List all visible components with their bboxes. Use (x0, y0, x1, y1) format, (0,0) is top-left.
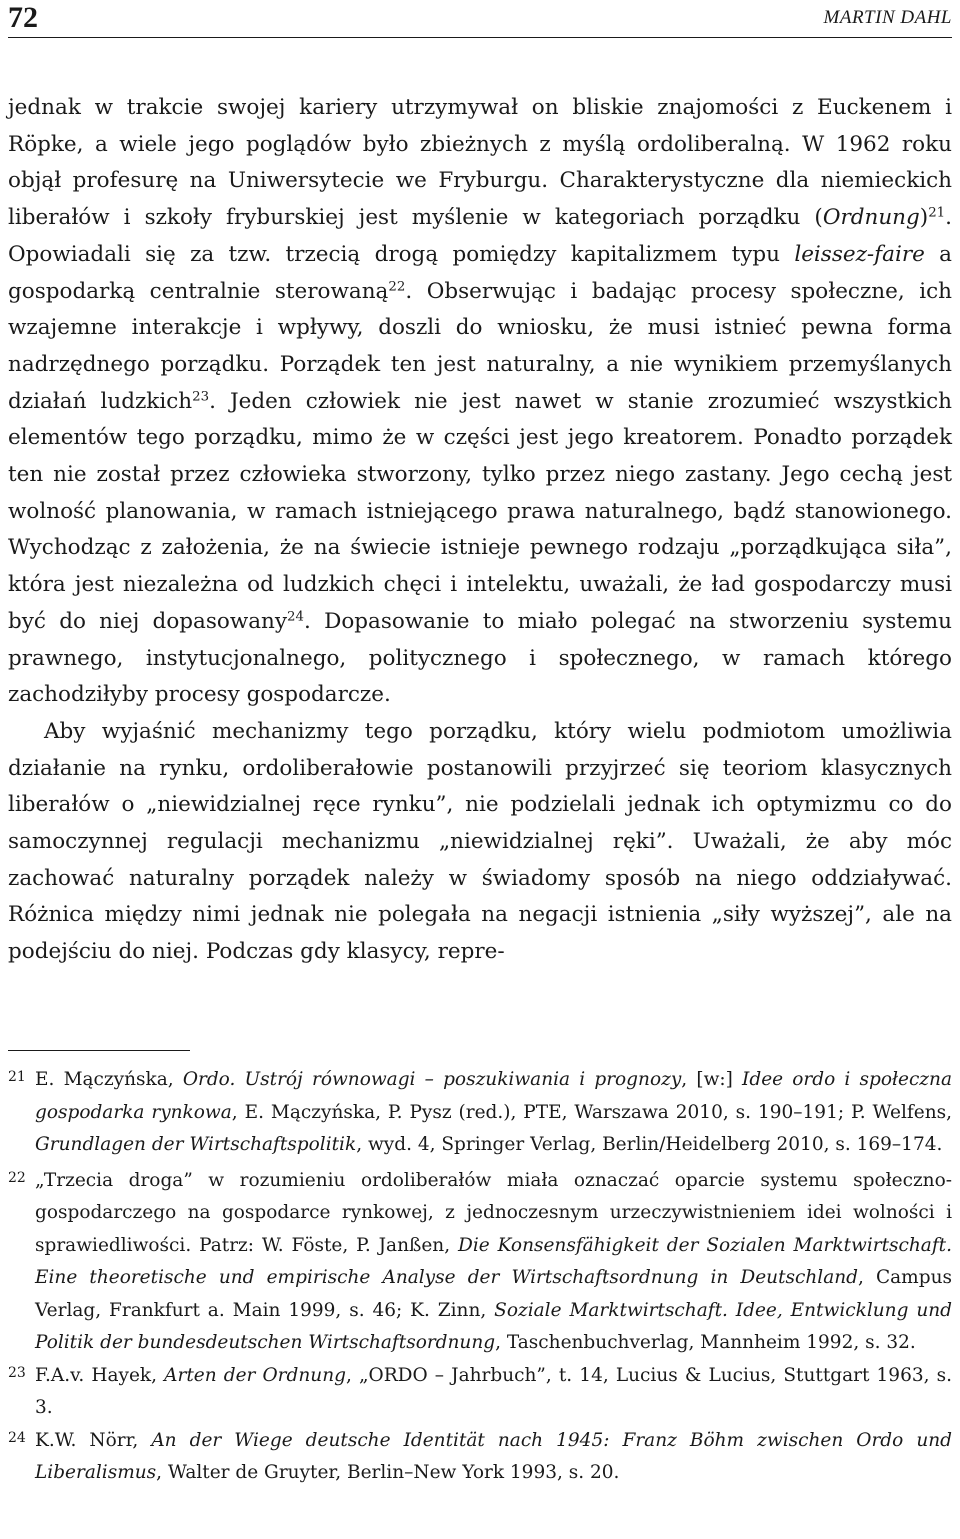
footnote-ref-22[interactable]: 22 (388, 279, 406, 295)
footnote-number: 23 (8, 1364, 26, 1381)
page-number: 72 (8, 1, 38, 34)
italic-term-ordnung: Ordnung (822, 205, 920, 231)
footnote-text: E. Mączyńska, Ordo. Ustrój równowagi – poszukiwania i prognozy, [w:] Idee ordo i społeczna gospodarka rynkowa, E. Mączyńska, P. Pysz (red.), PTE, Warszawa 2010, s. 190–191; P. Welfens, Grundlagen der Wirtschaftspolitik, wyd. 4, Springer Verlag, Berlin/Heidelberg 2010, s. 169–174. (35, 1069, 952, 1155)
body-text (8, 90, 952, 971)
footnote-text: K.W. Nörr, An der Wiege deutsche Identität nach 1945: Franz Böhm zwischen Ordo und Liberalismus, Walter de Gruyter, Berlin–New York 1993, s. 20. (35, 1429, 952, 1483)
footnote-24 (8, 1425, 952, 1490)
footnote-21 (8, 1064, 952, 1162)
footnote-number: 22 (8, 1169, 26, 1186)
footnotes (8, 1064, 952, 1490)
italic-term-laissez-faire: leissez-faire (794, 241, 925, 267)
footnote-ref-23[interactable]: 23 (192, 389, 210, 405)
paragraph-2: Aby wyjaśnić mechanizmy tego porządku, który wielu podmiotom umożliwia działanie na rynku, ordoliberałowie postanowili przyjrzeć się teoriom klasycznych liberałów o „niewidzialnej ręce rynku”, nie podzielali jednak ich optymizmu co do samoczynnej regulacji mechanizmu „niewidzialnej ręki”. Uważali, że aby móc zachować naturalny porządek należy w świadomy sposób na niego oddziaływać. Różnica między nimi jednak nie polegała na negacji istnienia „siły wyższej”, ale na podejściu do niej. Podczas gdy klasycy, repre- (8, 718, 952, 965)
footnote-number: 21 (8, 1069, 26, 1085)
footnote-22 (8, 1165, 952, 1360)
running-header (8, 0, 952, 38)
paragraph-1: jednak w trakcie swojej kariery utrzymywał on bliskie znajomości z Euckenem i Röpke, a wiele jego poglądów było zbieżnych z myślą ordoliberalną. W 1962 roku objął profesurę na Uniwersytecie we Fryburgu. Charakterystyczne dla niemieckich liberałów i szkoły fryburskiej jest myślenie w kategoriach porządku (Ordnung)$^{21}$. Opowiadali się za tzw. trzecią drogą pomiędzy kapitalizmem typu leissez-faire a gospodarką centralnie sterowaną$^{22}$. Obserwując i badając procesy społeczne, ich wzajemne interakcje i wpływy, doszli do wniosku, że musi istnieć pewna forma nadrzędnego porządku. Porządek ten jest naturalny, a nie wynikiem przemyślanych działań ludzkich$^{23}$. Jeden człowiek nie jest nawet w stanie zrozumieć wszystkich elementów tego porządku, mimo że w części jest jego kreatorem. Ponadto porządek ten nie został przez człowieka stworzony, tylko przez niego zastany. Jego cechą jest wolność planowania, w ramach istniejącego prawa naturalnego, bądź stanowionego. Wychodząc z założenia, że na świecie istnieje pewnego rodzaju „porządkująca siła”, która jest niezależna od ludzkich chęci i intelektu, uważali, że ład gospodarczy musi być do niej dopasowany$^{24}$. Dopasowanie to miało polegać na stworzeniu systemu prawnego, instytucjonalnego, politycznego i społecznego, w ramach którego zachodziłyby procesy gospodarcze. (8, 95, 952, 708)
running-author: MARTIN DAHL (823, 7, 952, 28)
footnote-number: 24 (8, 1429, 26, 1446)
footnote-ref-24[interactable]: 24 (287, 609, 305, 625)
footnote-23 (8, 1360, 952, 1425)
footnote-text: F.A.v. Hayek, Arten der Ordnung, „ORDO – Jahrbuch”, t. 14, Lucius & Lucius, Stuttgart 1963, s. 3. (35, 1364, 952, 1418)
footnote-ref-21[interactable]: 21 (928, 205, 946, 221)
footnote-text: „Trzecia droga” w rozumieniu ordoliberałów miała oznaczać oparcie systemu społeczno-gospodarczego na gospodarce rynkowej, z jednoczesnym urzeczywistnieniem idei wolności i sprawiedliwości. Patrz: W. Föste, P. Janßen, Die Konsensfähigkeit der Sozialen Marktwirtschaft. Eine theoretische und empirische Analyse der Wirtschaftsordnung in Deutschland, Campus Verlag, Frankfurt a. Main 1999, s. 46; K. Zinn, Soziale Marktwirtschaft. Idee, Entwicklung und Politik der bundesdeutschen Wirtschaftsordnung, Taschenbuchverlag, Mannheim 1992, s. 32. (35, 1169, 952, 1353)
footnote-separator (8, 1050, 190, 1051)
